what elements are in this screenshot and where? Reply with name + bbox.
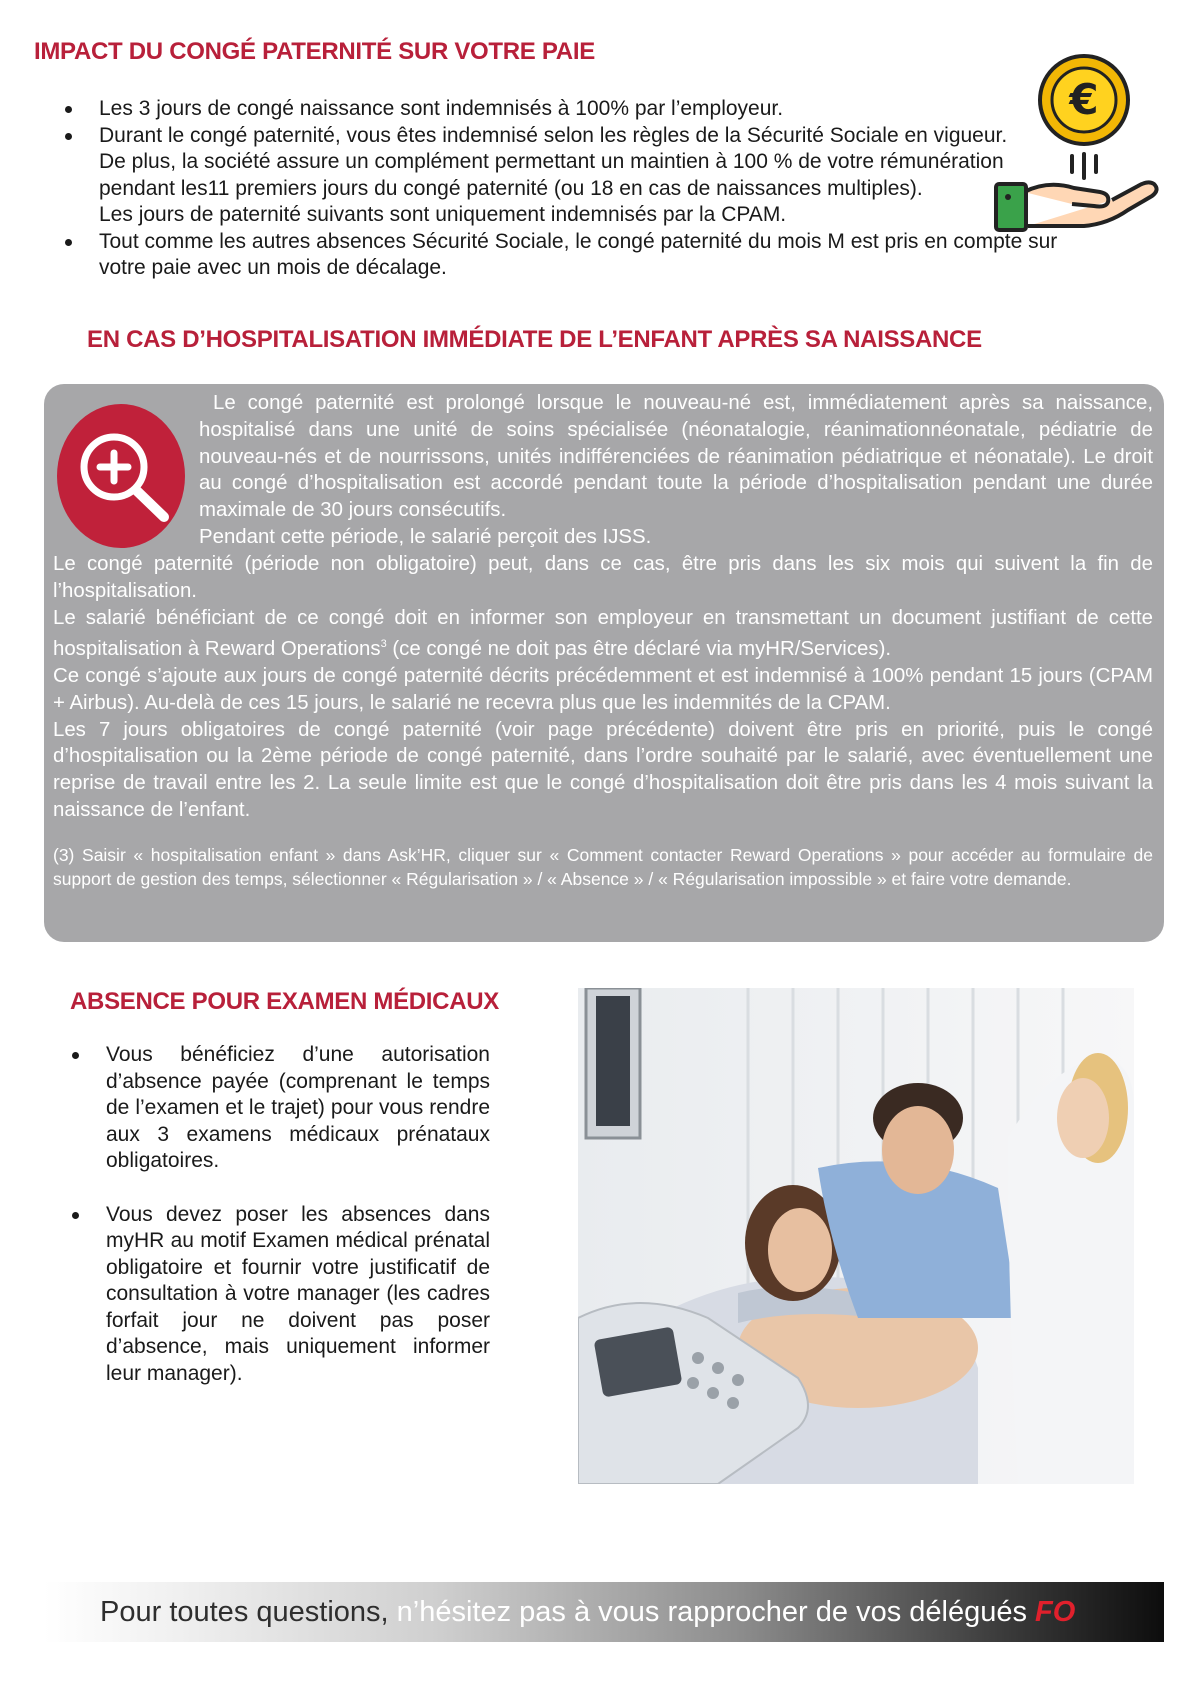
section-title-hospitalisation: EN CAS D’HOSPITALISATION IMMÉDIATE DE L’ENFANT APRÈS SA NAISSANCE (87, 326, 982, 353)
paragraph: Les 7 jours obligatoires de congé paternité (voir page précédente) doivent être pris en priorité, puis le congé d’hospitalisation ou la 2ème période de congé paternité, dans l’ordre souhaité par le salarié, avec éventuellement une reprise de travail entre les 2. La seule limite est que le congé d’hospitalisation doit être pris dans les 4 mois suivant la naissance de l’enfant. (53, 718, 1153, 821)
impact-bullet-list (99, 96, 1059, 282)
list-item: Tout comme les autres absences Sécurité Sociale, le congé paternité du mois M est pris en compte sur votre paie avec un mois de décalage. (99, 229, 1059, 282)
section-title-impact-paie: IMPACT DU CONGÉ PATERNITÉ SUR VOTRE PAIE (34, 38, 595, 65)
euro-symbol: € (1069, 75, 1099, 124)
list-item (99, 123, 1059, 229)
hospitalisation-body (53, 551, 1153, 824)
footer-text-light: n’hésitez pas à vous rapprocher de vos délégués (388, 1596, 1036, 1628)
list-item: Vous bénéficiez d’une autorisation d’absence payée (comprenant le temps de l’examen et le trajet) pour vous rendre aux 3 examens médicaux prénataux obligatoires. (106, 1042, 490, 1175)
list-item: Vous devez poser les absences dans myHR au motif Examen médical prénatal obligatoire et fournir votre justificatif de consultation à votre manager (les cadres forfait jour ne doivent pas poser d’absence, mais uniquement informer leur manager). (106, 1202, 490, 1388)
fo-logo: FO (1035, 1596, 1076, 1628)
footer-text-dark: Pour toutes questions, (100, 1596, 389, 1628)
paragraph: Ce congé s’ajoute aux jours de congé paternité décrits précédemment et est indemnisé à 100% pendant 15 jours (CPAM + Airbus). Au-delà de ces 15 jours, le salarié ne recevra plus que les indemnités de la CPAM. (53, 664, 1153, 714)
footnote-text: (3) Saisir « hospitalisation enfant » dans Ask’HR, cliquer sur « Comment contacter Reward Operations » pour accéder au formulaire de support de gestion des temps, sélectionner « Régularisation » / « Absence » / « Régularisation impossible » et faire votre demande. (53, 845, 1153, 889)
footnote-ref: 3 (380, 638, 387, 651)
paragraph: Le salarié bénéficiant de ce congé doit en informer son employeur en transmettant un document justifiant de cette hospitalisation à Reward Operations$^3$ (ce congé ne doit pas être déclaré via myHR/Services). (53, 606, 1153, 661)
euro-coin-hand-icon (988, 52, 1160, 232)
footer-message (100, 1594, 1075, 1630)
search-plus-icon (56, 403, 186, 549)
hospitalisation-ijss-text: Pendant cette période, le salarié perçoit des IJSS. (199, 526, 652, 548)
section-title-examen-medicaux: ABSENCE POUR EXAMEN MÉDICAUX (70, 988, 499, 1015)
examen-bullet-list (106, 1042, 490, 1387)
list-item: Les 3 jours de congé naissance sont indemnisés à 100% par l’employeur. (99, 96, 1059, 123)
list-item-text: Les jours de paternité suivants sont uniquement indemnisés par la CPAM. (99, 203, 787, 226)
list-item-text: Durant le congé paternité, vous êtes indemnisé selon les règles de la Sécurité Sociale en vigueur. (99, 123, 1008, 147)
hospitalisation-lead-text: Le congé paternité est prolongé lorsque le nouveau-né est, immédiatement après sa naissance, hospitalisé dans une unité de soins spécialisée (néonatalogie, réanimationnéonatale, pédiatrie de nouveau-nés et de nourrissons, unités indifférenciées de réanimation pédiatrique et néonatale). Le droit au congé d’hospitalisation est accordé pendant toute la période d’hospitalisation pendant une durée maximale de 30 jours consécutifs. (199, 392, 1153, 522)
list-item-text: De plus, la société assure un complément permettant un maintien à 100 % de votre rémunération pendant les11 premiers jours du congé paternité (ou 18 en cas de naissances multiples). (99, 150, 1004, 200)
paragraph: Le congé paternité (période non obligatoire) peut, dans ce cas, être pris dans les six mois qui suivent la fin de l’hospitalisation. (53, 553, 1153, 602)
ultrasound-photo (578, 988, 1134, 1484)
